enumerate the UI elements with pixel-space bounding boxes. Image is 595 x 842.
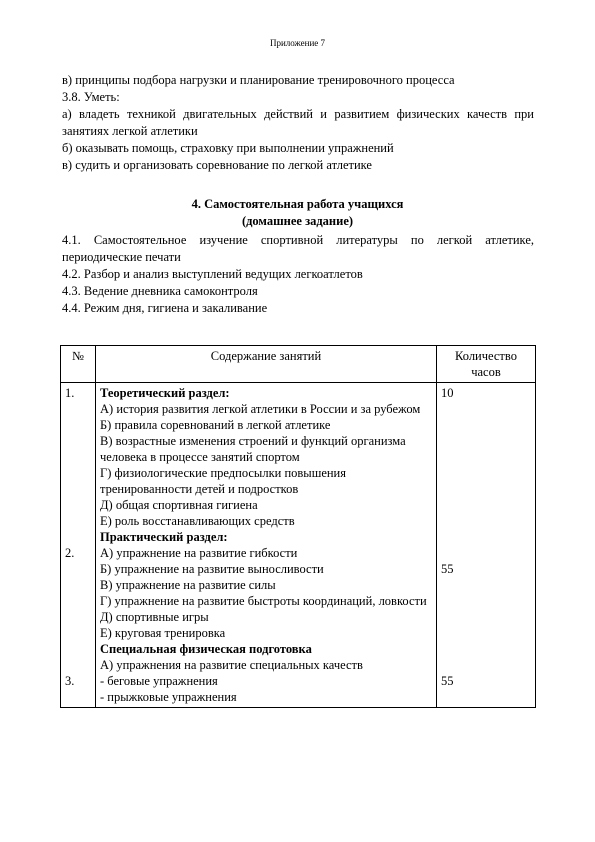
section-title-special: Специальная физическая подготовка	[100, 642, 312, 656]
content-item: Е) роль восстанавливающих средств	[100, 514, 295, 528]
section-title: 4. Самостоятельная работа учащихся	[191, 197, 404, 211]
content-item: Г) упражнение на развитие быстроты координаций, ловкости	[100, 594, 427, 608]
section-title-theory: Теоретический раздел:	[100, 386, 230, 400]
intro-line: а) владеть техникой двигательных действий и развитием физических качеств при занятиях легкой атлетики	[62, 107, 534, 138]
row-number: 1.	[65, 386, 75, 400]
task-line: 4.2. Разбор и анализ выступлений ведущих легкоатлетов	[62, 267, 363, 281]
hours-value: 10	[441, 386, 454, 400]
header-content: Содержание занятий	[96, 346, 437, 383]
content-item: А) упражнения на развитие специальных качеств	[100, 658, 363, 672]
intro-line: б) оказывать помощь, страховку при выполнении упражнений	[62, 141, 394, 155]
content-item: А) упражнение на развитие гибкости	[100, 546, 298, 560]
curriculum-table	[60, 345, 536, 708]
intro-line: 3.8. Уметь:	[62, 90, 120, 104]
row-number: 2.	[65, 546, 75, 560]
content-item: В) упражнение на развитие силы	[100, 578, 276, 592]
content-item: - беговые упражнения	[100, 674, 218, 688]
page-header: Приложение 7	[269, 38, 326, 48]
task-line: 4.4. Режим дня, гигиена и закаливание	[62, 301, 268, 315]
content-item: Г) физиологические предпосылки повышения тренированности детей и подростков	[100, 466, 346, 496]
intro-line: в) принципы подбора нагрузки и планирование тренировочного процесса	[62, 73, 455, 87]
content-item: Е) круговая тренировка	[100, 626, 226, 640]
tasks-block	[62, 232, 534, 317]
task-line: 4.3. Ведение дневника самоконтроля	[62, 284, 258, 298]
content-item: В) возрастные изменения строений и функций организма человека в процессе занятий спортом	[100, 434, 406, 464]
header-num: №	[61, 346, 96, 383]
section-title-practice: Практический раздел:	[100, 530, 228, 544]
table-header-row	[61, 346, 536, 383]
section-heading	[0, 196, 595, 230]
table-row	[61, 383, 536, 708]
content-item: А) история развития легкой атлетики в России и за рубежом	[100, 402, 421, 416]
header-hours: Количество часов	[437, 346, 536, 383]
row-number: 3.	[65, 674, 75, 688]
intro-line: в) судить и организовать соревнование по легкой атлетике	[62, 158, 372, 172]
intro-block	[62, 72, 534, 174]
content-item: Д) общая спортивная гигиена	[100, 498, 258, 512]
hours-value: 55	[441, 674, 454, 688]
content-item: Д) спортивные игры	[100, 610, 209, 624]
hours-cell	[437, 383, 536, 708]
task-line: 4.1. Самостоятельное изучение спортивной литературы по легкой атлетике, периодические печати	[62, 233, 534, 264]
hours-value: 55	[441, 562, 454, 576]
content-item: Б) упражнение на развитие выносливости	[100, 562, 324, 576]
num-cell	[61, 383, 96, 708]
content-item: - прыжковые упражнения	[100, 690, 237, 704]
section-subtitle: (домашнее задание)	[241, 214, 354, 228]
content-item: Б) правила соревнований в легкой атлетике	[100, 418, 331, 432]
content-cell	[96, 383, 437, 708]
